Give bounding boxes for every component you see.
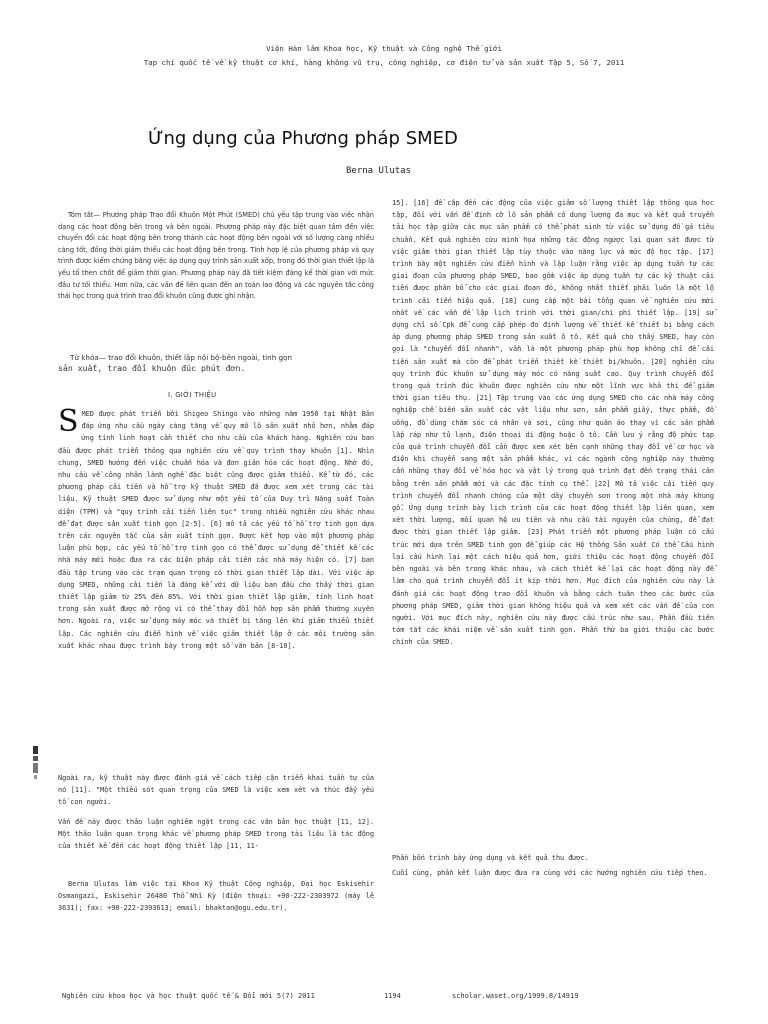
footer-page-number: 1194 (384, 992, 401, 1000)
right-paragraph-2: Phần bốn trình bày ứng dụng và kết quả thu được. (392, 854, 589, 862)
side-watermark-icon (32, 742, 40, 782)
author-name: Berna Ulutas (346, 166, 412, 176)
keywords-line-2: sản xuất, trao đổi khuôn đúc phút đơn. (58, 363, 246, 373)
intro-paragraph (58, 404, 374, 652)
author-affiliation: Berna Ulutas làm việc tại Khoa Kỹ thuật Công nghiệp, Đại học Eskisehir Osmangazi, Eskisehir 26480 Thổ Nhĩ Kỳ (điện thoại: +90-222-2303972 (máy lẻ 3631); fax: +90-222-2393613; email: bhaktan@ogu.edu.tr). (58, 880, 374, 913)
abstract: Tóm tắt— Phương pháp Trao đổi Khuôn Một Phút (SMED) chủ yếu tập trung vào việc nhận dạng các hoạt động bên trong và bên ngoài. Phương pháp này đặc biệt quan tâm đến việc chuyển đổi các hoạt động bên trong thành các hoạt động bên ngoài với số lượng càng nhiều càng tốt, đồng thời giảm thiểu các hoạt động bên trong. Tính hợp lệ của phương pháp và quy trình được kiểm chứng bằng việc áp dụng quy trình sản xuất xốp, trong đó thời gian thiết lập là yếu tố then chốt để giảm thời gian. Phương pháp này đã tiết kiệm đáng kể thời gian với mức đầu tư tối thiểu. Hơn nữa, các vấn đề liên quan đến an toàn lao động và các nguyên tắc công thái học trong quá trình trao đổi khuôn cũng được ghi nhận. (58, 211, 374, 301)
left-paragraph-3: Vấn đề này được thảo luận nghiêm ngặt trong các văn bản học thuật [11, 12]. Một thảo luận quan trọng khác về phương pháp SMED trong tài liệu là tác động của thiết kế đến các hoạt động thiết lập [11, 11- (58, 818, 374, 851)
keywords-line-1: Từ khóa— trao đổi khuôn, thiết lập nội bộ-bên ngoài, tinh gọn (70, 353, 293, 362)
section-heading: I. GIỚI THIỆU (168, 391, 217, 399)
footer-doi-link[interactable]: scholar.waset.org/1999.8/14919 (452, 992, 579, 1000)
footer-journal: Nghiên cứu khoa học và học thuật quốc tế & Đổi mới 5(7) 2011 (62, 992, 315, 1000)
drop-cap: S (58, 404, 79, 439)
left-paragraph-2: Ngoài ra, kỹ thuật này được đánh giá về cách tiếp cận triển khai tuần tự của nó [11]. "Một thiếu sót quan trọng của SMED là việc xem xét và thúc đẩy yếu tố con người. (58, 774, 374, 807)
header-line-1: Viện Hàn lâm Khoa học, Kỹ thuật và Công nghệ Thế giới (266, 44, 502, 53)
right-paragraph-1: 15]. [16] đề cập đến các động của việc giảm số lượng thiết lập thông qua học tập, đối với vấn đề định cỡ lô sản phẩm có dung lượng đa mục và kết quả truyền tải học tập giữa các mục sản phẩm có thể phát sinh từ việc sử dụng đồ gá tiêu chuẩn. Kết quả nghiên cứu minh họa những tác động ngược lại quan sát được từ việc giảm thời gian thiết lập tùy thuộc vào năng lực và mức độ học tập. [17] trình bày một nghiên cứu điển hình và lập luận rằng việc áp dụng tuần tự các giai đoạn của phương pháp SMED, bao gồm việc áp dụng tuần tự các kỹ thuật cải tiến được phân bổ cho các giai đoạn đó, không nhất thiết phải luôn là một lộ trình cải tiến hiệu quả. [18] cung cấp một bài tổng quan về nghiên cứu mới nhất về các vấn đề lập lịch trình với thời gian/chi phí thiết lập. [19] sử dụng chỉ số Cpk để cung cấp phép đo định lượng về thiết kế thiết bị bằng cách áp dụng phương pháp SMED trong sản xuất ô tô. Kết quả cho thấy SMED, hay còn gọi là "chuyển đổi nhanh", vẫn là một phương pháp phù hợp không chỉ để cải tiến sản xuất mà còn để phát triển thiết kế thiết bị/khuôn. [20] nghiên cứu quy trình đúc khuôn sử dụng máy móc có năng suất cao. Quy trình chuyển đổi trong quá trình đúc khuôn được nghiên cứu như một lĩnh vực khả thi để giảm thời gian tiêu thụ. [21] Tập trung vào các ứng dụng SMED cho các nhà máy công nghiệp chế biến sản xuất các vật liệu như sơn, sản phẩm giấy, thực phẩm, đồ uống, đồ dùng chăm sóc cá nhân và sợi, cũng như quản áo thay vì các sản phẩm lắp ráp như tủ lạnh, điện thoại di động hoặc ô tô. Cần lưu ý rằng độ phức tạp của quá trình chuyển đổi cần được xem xét bên cạnh những thay đổi về cơ học và điện khi chuyển sang một sản phẩm khác, vì các ngành công nghiệp này thường cần những thay đổi về hóa học và vật lý trong quá trình đạt đến trạng thái cân bằng trên sản phẩm mới và các đặc tính cụ thể. [22] Mô tả việc cải tiến quy trình chuyển đổi nhanh chóng của một dây chuyền sơn trong một nhà máy khung gỗ. Ứng dụng trình bày lịch trình của các hoạt động thiết lập liên quan, xem xét thời lượng, mối quan hệ ưu tiên và nhu cầu tài nguyên của chúng, để đạt được thời gian thiết lập giảm. [23] Phát triển một phương pháp luận có cấu trúc mới dựa trên SMED tinh gọn để giúp các Hệ thống Sản xuất Có thể Cấu hình lại cấu hình lại một cách hiệu quả hơn, giới thiệu các hoạt động chuyển đổi bên ngoài và bên trong khác nhau, và cách thiết kế lại các hoạt động này để làm cho quá trình chuyển đổi ít kịp thời hơn. Mục đích của nghiên cứu này là đánh giá các hoạt động trao đổi khuôn và bằng cách tuân theo các bước của phương pháp SMED, giảm thời gian không hiệu quả và xem xét các vấn đề của con người. Với mục đích này, nghiên cứu này được cấu trúc như sau. Phần đầu tiên tóm tắt các khái niệm về sản xuất tinh gọn. Phần thứ ba giới thiệu các bước chính của SMED. (392, 199, 714, 647)
paper-title: Ứng dụng của Phương pháp SMED (148, 128, 458, 149)
intro-text: MED được phát triển bởi Shigeo Shingo vào những năm 1950 tại Nhật Bản đáp ứng nhu cầu ngày càng tăng về quy mô lô sản xuất nhỏ hơn, nhằm đáp ứng tính linh hoạt cần thiết cho nhu cầu của khách hàng. Nghiên cứu ban đầu được phát triển thông qua nghiên cứu về quy trình thay khuôn [1]. Nhìn chung, SMED hướng đến việc chuẩn hóa và đơn giản hóa các hoạt động. Nhờ đó, nhu cầu về công nhân lành nghề đặc biệt cũng được giảm thiểu. Kể từ đó, các phương pháp cải tiến và hỗ trợ kỹ thuật SMED đã được xem xét trong các tài liệu. Kỹ thuật SMED được sử dụng như một yếu tố của Duy trì Năng suất Toàn diện (TPM) và "quy trình cải tiến liên tục" trong nhiều nghiên cứu khác nhau để đạt được sản xuất tinh gọn [2-5]. [6] mô tả các yếu tố hỗ trợ tinh gọn dựa trên các nguyên tắc của sản xuất tinh gọn. Được kết hợp vào một phương pháp luận phù hợp, các yếu tố hỗ trợ tinh gọn có thể được sử dụng để thiết kế các nhà máy mới hoặc đưa ra các biện pháp cải tiến các nhà máy hiện có. [7] ban đầu tập trung vào các trạm quan trọng có thời gian thiết lập dài. Với việc áp dụng SMED, những cải tiến là đáng kể với dữ liệu ban đầu cho thấy thời gian thiết lập giảm từ 25% đến 85%. Với thời gian thiết lập giảm, tính linh hoạt trong sản xuất được mở rộng vì có thể thay đổi hỗn hợp sản phẩm thường xuyên hơn. Ngoài ra, việc sử dụng máy móc và thiết bị tăng lên khi giảm thiểu thiết lập. Các nghiên cứu điển hình về việc giảm thiết lập ở các môi trường sản xuất khác nhau được trình bày trong một số văn bản [8-10]. (58, 410, 374, 650)
right-paragraph-3: Cuối cùng, phần kết luận được đưa ra cùng với các hướng nghiên cứu tiếp theo. (392, 869, 708, 877)
header-line-2: Tạp chí quốc tế về kỹ thuật cơ khí, hàng không vũ trụ, công nghiệp, cơ điện tử và sản xuất Tập 5, Số 7, 2011 (143, 58, 625, 67)
